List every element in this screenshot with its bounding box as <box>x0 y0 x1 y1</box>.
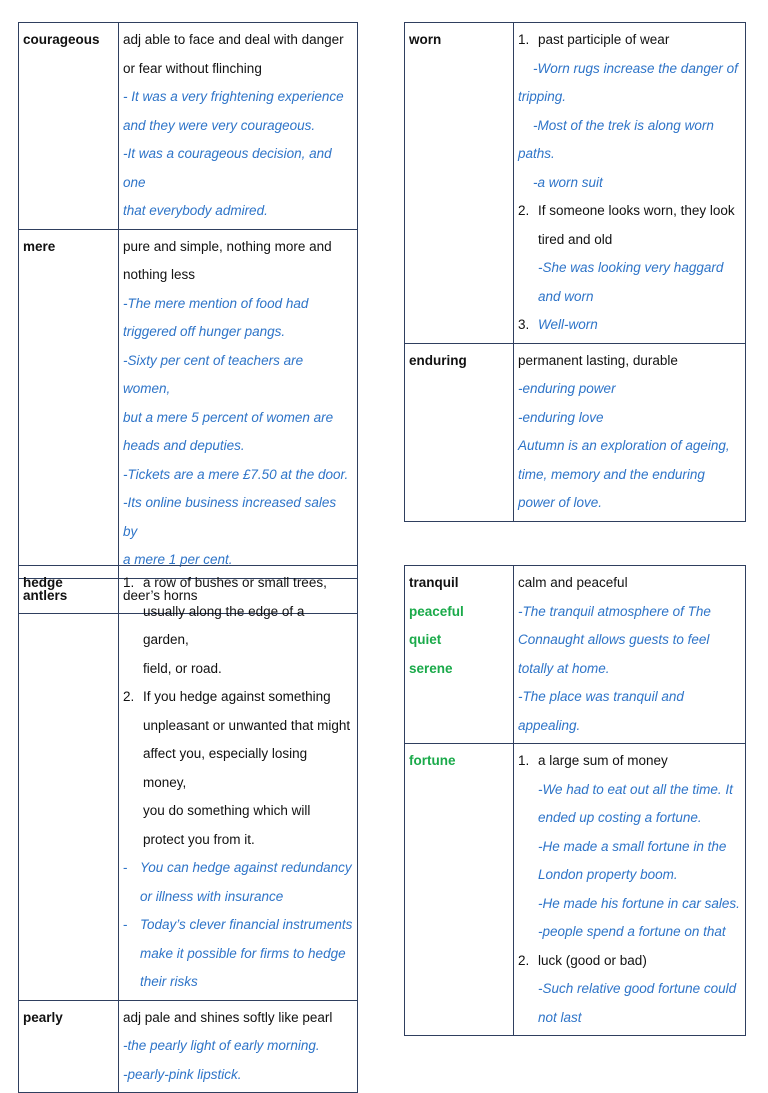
example-line: -Its online business increased sales by <box>123 495 337 539</box>
headword: hedge <box>23 575 63 590</box>
table-row <box>19 566 358 1001</box>
example-line: -a worn suit <box>533 174 603 190</box>
definition-text: unpleasant or unwanted that might <box>143 717 351 733</box>
example-line: -Worn rugs increase the danger of <box>533 60 738 76</box>
definition-cell <box>514 23 746 344</box>
example-line: and worn <box>538 288 594 304</box>
table-row <box>405 23 746 344</box>
example-line: or illness with insurance <box>140 888 284 904</box>
example-line: -We had to eat out all the time. It <box>538 781 733 797</box>
definition-text: usually along the edge of a garden, <box>143 603 305 647</box>
example-line: Connaught allows guests to feel <box>518 632 710 647</box>
example-line: -The place was tranquil and <box>518 689 684 704</box>
example-line: -enduring love <box>518 409 604 425</box>
example-line: -Sixty per cent of teachers are women, <box>123 352 304 396</box>
definition-cell <box>119 23 358 230</box>
word-cell <box>405 23 514 344</box>
example-line: -Tickets are a mere £7.50 at the door. <box>123 466 349 482</box>
definition-text: past participle of wear <box>538 32 670 47</box>
example-line: make it possible for firms to hedge <box>140 945 346 961</box>
headword: pearly <box>23 1009 63 1025</box>
vocab-table-2 <box>404 22 746 522</box>
word-cell <box>19 23 119 230</box>
synonym: quiet <box>409 632 442 647</box>
numbered-definition <box>518 311 741 340</box>
definition-text: a large sum of money <box>538 753 668 768</box>
headword: antlers <box>23 587 68 603</box>
example-line: -It was a courageous decision, and one <box>123 146 332 190</box>
definition-text: luck (good or bad) <box>538 952 647 968</box>
table-row <box>19 1000 358 1093</box>
definition-text: you do something which will <box>143 803 311 818</box>
example-line: but a mere 5 percent of women are <box>123 409 334 425</box>
table-row <box>19 229 358 578</box>
example-line: and they were very courageous. <box>123 117 316 133</box>
headword: courageous <box>23 32 100 47</box>
example-line: paths. <box>518 146 555 161</box>
example-line: a mere 1 per cent. <box>123 552 233 567</box>
example-line: -The tranquil atmosphere of The <box>518 603 711 619</box>
definition-text: affect you, especially losing money, <box>143 746 308 790</box>
example-line: -She was looking very haggard <box>538 260 724 275</box>
headword: mere <box>23 238 56 254</box>
bulleted-example <box>123 911 353 997</box>
example-line: -The mere mention of food had <box>123 295 309 311</box>
example-line: London property boom. <box>538 867 678 882</box>
example-line: tripping. <box>518 89 567 104</box>
example-line: ended up costing a fortune. <box>538 810 702 825</box>
example-line: You can hedge against redundancy <box>140 860 352 875</box>
item-number: 2. <box>518 203 530 218</box>
definition-line: nothing less <box>123 267 196 282</box>
example-line: their risks <box>140 974 198 989</box>
numbered-definition <box>123 569 353 683</box>
definition-cell <box>119 229 358 578</box>
example-line: -the pearly light of early morning. <box>123 1038 320 1053</box>
example-line: - It was a very frightening experience <box>123 89 344 104</box>
vocab-table-1 <box>18 22 358 614</box>
numbered-definition <box>518 26 741 55</box>
numbered-definition <box>518 947 741 976</box>
definition-line: pure and simple, nothing more and <box>123 238 332 254</box>
table-row <box>405 744 746 1036</box>
example-line: appealing. <box>518 717 581 733</box>
definition-cell <box>514 343 746 521</box>
definition-line: permanent lasting, durable <box>518 352 678 368</box>
bullet-marker: - <box>123 860 128 875</box>
example-line: -He made his fortune in car sales. <box>538 895 740 911</box>
definition-cell <box>514 744 746 1036</box>
table-row <box>405 566 746 744</box>
word-cell <box>19 1000 119 1093</box>
example-line: time, memory and the enduring <box>518 466 705 482</box>
definition-text: protect you from it. <box>143 831 255 847</box>
numbered-definition <box>518 747 741 776</box>
definition-cell <box>119 1000 358 1093</box>
item-number: 1. <box>518 32 530 47</box>
numbered-definition <box>518 197 741 254</box>
example-line: -enduring power <box>518 381 616 396</box>
item-number: 3. <box>518 317 530 332</box>
definition-line: calm and peaceful <box>518 575 628 590</box>
example-line: that everybody admired. <box>123 203 268 218</box>
word-cell <box>19 229 119 578</box>
definition-line: deer’s horns <box>123 587 198 603</box>
vocab-table-4 <box>404 565 746 1036</box>
headword: worn <box>409 32 442 47</box>
definition-line: adj pale and shines softly like pearl <box>123 1009 333 1025</box>
table-row <box>19 23 358 230</box>
synonym: peaceful <box>409 603 464 619</box>
headword: tranquil <box>409 575 459 590</box>
bullet-marker: - <box>123 917 128 932</box>
example-line: not last <box>538 1009 582 1025</box>
example-line: triggered off hunger pangs. <box>123 324 286 339</box>
synonym: serene <box>409 660 453 676</box>
example-line: -people spend a fortune on that <box>538 924 726 939</box>
word-cell <box>405 566 514 744</box>
definition-text: tired and old <box>538 231 613 247</box>
item-number: 1. <box>123 575 135 590</box>
table-row <box>405 343 746 521</box>
word-cell <box>19 566 119 1001</box>
definition-text: If you hedge against something <box>143 689 331 704</box>
item-number: 1. <box>518 753 530 768</box>
example-line: heads and deputies. <box>123 438 245 453</box>
definition-cell <box>514 566 746 744</box>
definition-text: a row of bushes or small trees, <box>143 575 327 590</box>
example-line: -pearly-pink lipstick. <box>123 1066 242 1082</box>
example-line: Autumn is an exploration of ageing, <box>518 438 730 453</box>
definition-text: field, or road. <box>143 660 222 676</box>
headword: fortune <box>409 753 456 768</box>
headword: enduring <box>409 352 467 368</box>
definition-text: Well-worn <box>538 317 598 332</box>
example-line: totally at home. <box>518 660 610 676</box>
definition-line: adj able to face and deal with danger <box>123 32 344 47</box>
item-number: 2. <box>123 689 135 704</box>
item-number: 2. <box>518 952 530 968</box>
bulleted-example <box>123 854 353 911</box>
example-line: power of love. <box>518 495 603 510</box>
definition-cell <box>119 566 358 1001</box>
definition-line: or fear without flinching <box>123 60 262 76</box>
numbered-definition <box>123 683 353 854</box>
word-cell <box>405 744 514 1036</box>
vocab-table-3 <box>18 565 358 1093</box>
word-cell <box>405 343 514 521</box>
example-line: Today’s clever financial instruments <box>140 917 353 932</box>
definition-text: If someone looks worn, they look <box>538 203 735 218</box>
example-line: -He made a small fortune in the <box>538 838 727 854</box>
example-line: -Most of the trek is along worn <box>533 117 714 133</box>
example-line: -Such relative good fortune could <box>538 981 737 996</box>
